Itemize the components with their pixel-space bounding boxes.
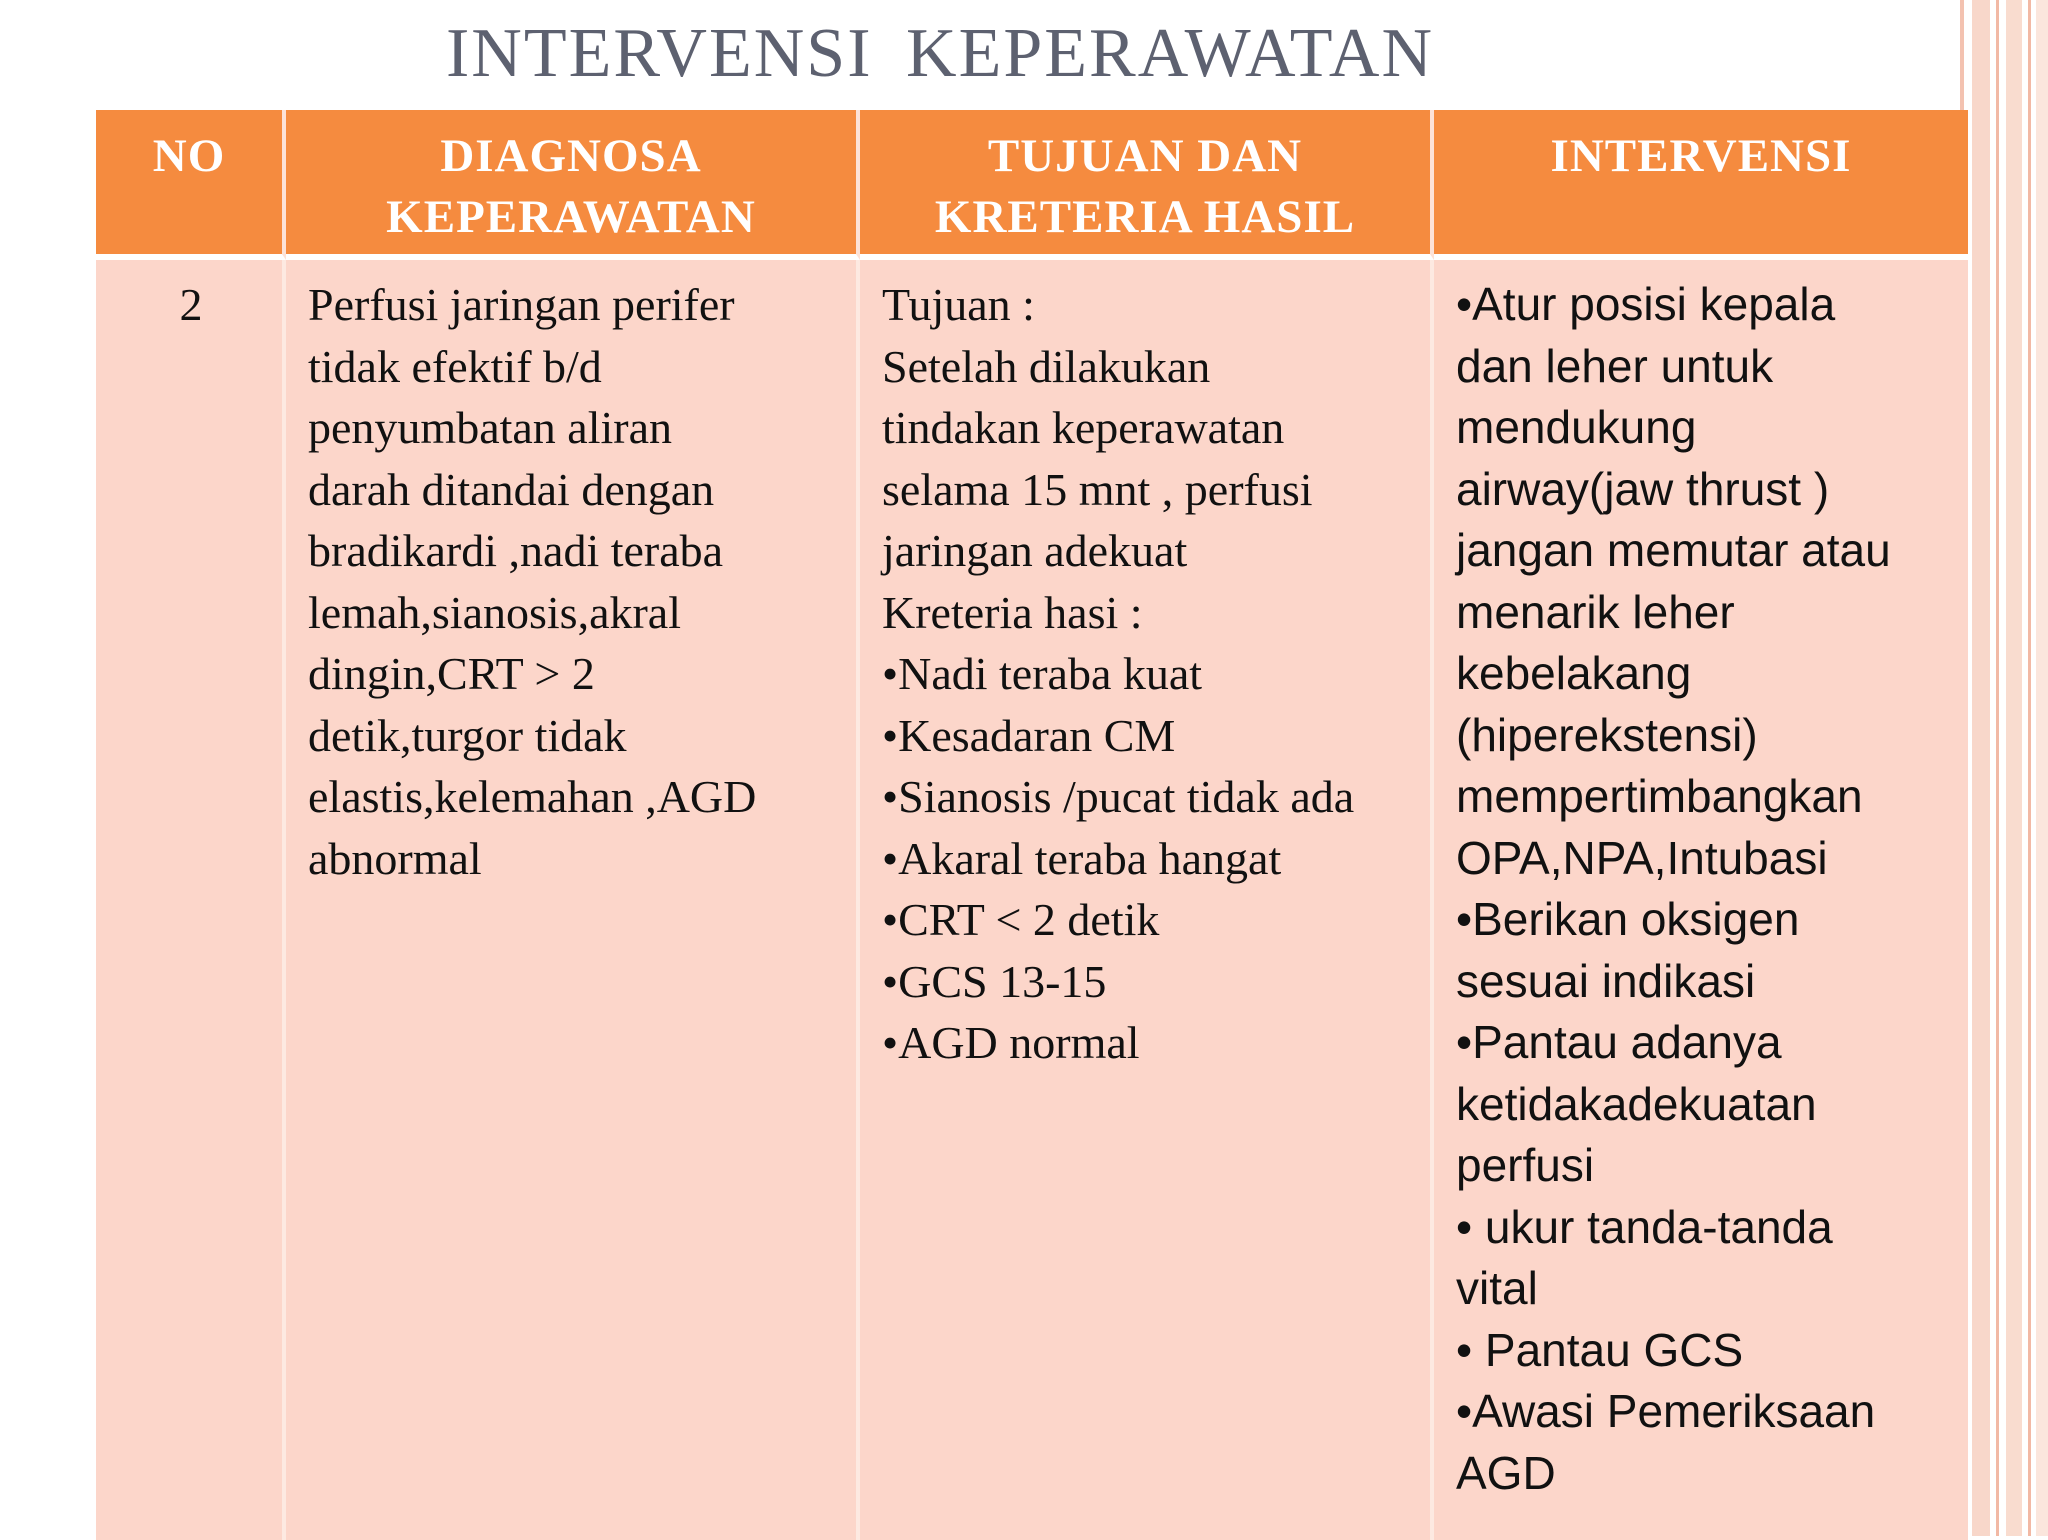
decorative-stripe bbox=[2028, 0, 2031, 1536]
intervensi-line: •Pantau adanya bbox=[1456, 1016, 1782, 1068]
decorative-stripe bbox=[2036, 0, 2048, 1536]
tujuan-line: •Kesadaran CM bbox=[882, 709, 1176, 761]
intervensi-line: airway(jaw thrust ) bbox=[1456, 462, 1830, 515]
header-diagnosa bbox=[286, 110, 860, 260]
intervensi-line: dan leher untuk bbox=[1456, 339, 1774, 392]
tujuan-line: •GCS 13-15 bbox=[882, 955, 1107, 1007]
intervensi-line: kebelakang bbox=[1456, 647, 1692, 699]
intervensi-line: •Awasi Pemeriksaan bbox=[1456, 1385, 1876, 1437]
header-intervensi-label: INTERVENSI bbox=[1550, 130, 1852, 182]
intervensi-line: • ukur tanda-tanda bbox=[1456, 1200, 1833, 1253]
cell-intervensi bbox=[1434, 260, 1968, 1540]
cell-diagnosa bbox=[286, 260, 860, 1540]
cell-no bbox=[96, 260, 286, 1540]
header-diagnosa-line1: DIAGNOSA bbox=[440, 130, 702, 182]
tujuan-line: •Sianosis /pucat tidak ada bbox=[882, 771, 1355, 822]
tujuan-line: selama 15 mnt , perfusi bbox=[882, 463, 1313, 515]
tujuan-line: Setelah dilakukan bbox=[882, 340, 1211, 392]
tujuan-line: Kreteria hasi : bbox=[882, 586, 1143, 638]
diagnosa-line: darah ditandai dengan bbox=[308, 463, 715, 515]
header-tujuan bbox=[860, 110, 1434, 260]
intervensi-line: sesuai indikasi bbox=[1456, 954, 1756, 1007]
intervensi-line: mendukung bbox=[1456, 401, 1697, 453]
tujuan-line: jaringan adekuat bbox=[882, 525, 1188, 576]
tujuan-line: •AGD normal bbox=[882, 1017, 1140, 1068]
tujuan-line: •Nadi teraba kuat bbox=[882, 648, 1203, 699]
diagnosa-line: detik,turgor tidak bbox=[308, 709, 627, 761]
intervensi-line: vital bbox=[1456, 1262, 1538, 1314]
intervensi-line: jangan memutar atau bbox=[1456, 524, 1891, 576]
header-no bbox=[96, 110, 286, 260]
diagnosa-line: abnormal bbox=[308, 832, 482, 884]
header-diagnosa-line2: KEPERAWATAN bbox=[386, 191, 756, 243]
tujuan-line: tindakan keperawatan bbox=[882, 402, 1285, 453]
intervensi-line: perfusi bbox=[1456, 1139, 1595, 1191]
decorative-stripe bbox=[2006, 0, 2022, 1536]
intervensi-line: (hiperekstensi) bbox=[1456, 708, 1758, 761]
diagnosa-line: penyumbatan aliran bbox=[308, 402, 673, 453]
slide-title: INTERVENSI KEPERAWATAN bbox=[445, 15, 1435, 92]
decorative-stripe bbox=[1996, 0, 1999, 1536]
header-intervensi bbox=[1434, 110, 1968, 260]
header-tujuan-line1: TUJUAN DAN bbox=[987, 130, 1303, 182]
intervensi-line: menarik leher bbox=[1456, 585, 1735, 638]
intervention-table bbox=[96, 110, 1968, 1540]
intervensi-line: •Atur posisi kepala bbox=[1456, 278, 1836, 330]
diagnosa-line: bradikardi ,nadi teraba bbox=[308, 525, 724, 576]
diagnosa-line: tidak efektif b/d bbox=[308, 340, 602, 392]
row-number: 2 bbox=[179, 279, 203, 330]
intervensi-line: mempertimbangkan bbox=[1456, 770, 1863, 822]
diagnosa-line: elastis,kelemahan ,AGD bbox=[308, 771, 757, 822]
decorative-stripe bbox=[1972, 0, 1990, 1536]
intervensi-line: • Pantau GCS bbox=[1456, 1323, 1744, 1376]
intervensi-line: •Berikan oksigen bbox=[1456, 893, 1800, 945]
diagnosa-line: Perfusi jaringan perifer bbox=[308, 279, 735, 330]
header-no-label: NO bbox=[152, 130, 226, 182]
tujuan-line: Tujuan : bbox=[882, 279, 1035, 330]
cell-tujuan bbox=[860, 260, 1434, 1540]
tujuan-line: •Akaral teraba hangat bbox=[882, 832, 1282, 884]
header-tujuan-line2: KRETERIA HASIL bbox=[934, 191, 1356, 243]
tujuan-line: •CRT < 2 detik bbox=[882, 894, 1160, 945]
table-header-row bbox=[96, 110, 1968, 260]
intervensi-line: ketidakadekuatan bbox=[1456, 1077, 1817, 1130]
table-row bbox=[96, 260, 1968, 1540]
intervensi-line: OPA,NPA,Intubasi bbox=[1456, 831, 1828, 884]
diagnosa-line: dingin,CRT > 2 bbox=[308, 648, 595, 699]
diagnosa-line: lemah,sianosis,akral bbox=[308, 586, 682, 638]
intervensi-line: AGD bbox=[1456, 1446, 1556, 1499]
